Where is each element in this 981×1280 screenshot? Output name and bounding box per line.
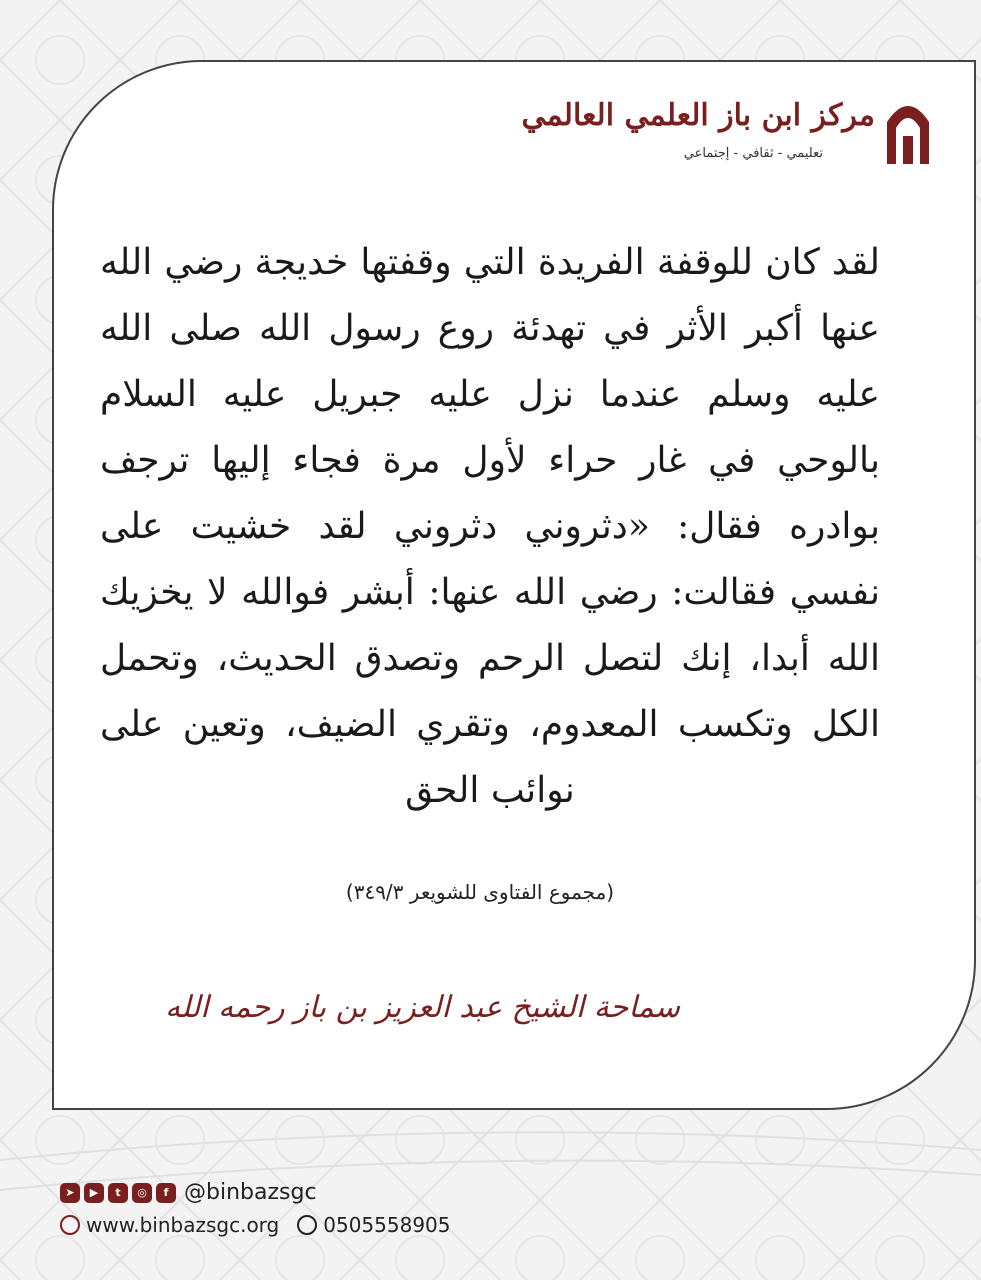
mosque-arch-icon: [883, 96, 933, 164]
center-name: مركز ابن باز العلمي العالمي: [521, 98, 875, 133]
social-handle[interactable]: @binbazsgc: [184, 1180, 317, 1205]
phone-number[interactable]: 0505558905: [323, 1213, 451, 1237]
globe-icon: [60, 1215, 80, 1235]
source-citation: (مجموع الفتاوى للشويعر ٣٤٩/٣): [345, 880, 615, 904]
facebook-icon[interactable]: f: [156, 1183, 176, 1203]
center-logo: [521, 96, 933, 176]
social-icons: [60, 1183, 176, 1203]
sheikh-signature: سماحة الشيخ عبد العزيز بن باز رحمه الله: [165, 990, 680, 1025]
youtube-icon[interactable]: ▶: [84, 1183, 104, 1203]
contact-row: [60, 1213, 451, 1237]
website-link[interactable]: www.binbazsgc.org: [86, 1213, 280, 1237]
telegram-icon[interactable]: ➤: [60, 1183, 80, 1203]
instagram-icon[interactable]: ◎: [132, 1183, 152, 1203]
twitter-icon[interactable]: t: [108, 1183, 128, 1203]
social-row: [60, 1180, 317, 1205]
quote-paragraph: لقد كان للوقفة الفريدة التي وقفتها خديجة رضي الله عنها أكبر الأثر في تهدئة روع رسول الله صلى الله عليه وسلم عندما نزل عليه جبريل عليه السلام بالوحي في غار حراء لأول مرة فجاء إليها ترجف بوادره فقال: «دثروني دثروني لقد خشيت على نفسي فقالت: رضي الله عنها: أبشر فوالله لا يخزيك الله أبدا، إنك لتصل الرحم وتصدق الحديث، وتحمل الكل وتكسب المعدوم، وتقري الضيف، وتعين على نوائب الحق: [100, 242, 880, 811]
whatsapp-icon: [297, 1215, 317, 1235]
center-tagline: تعليمي - ثقافي - إجتماعي: [683, 146, 823, 161]
